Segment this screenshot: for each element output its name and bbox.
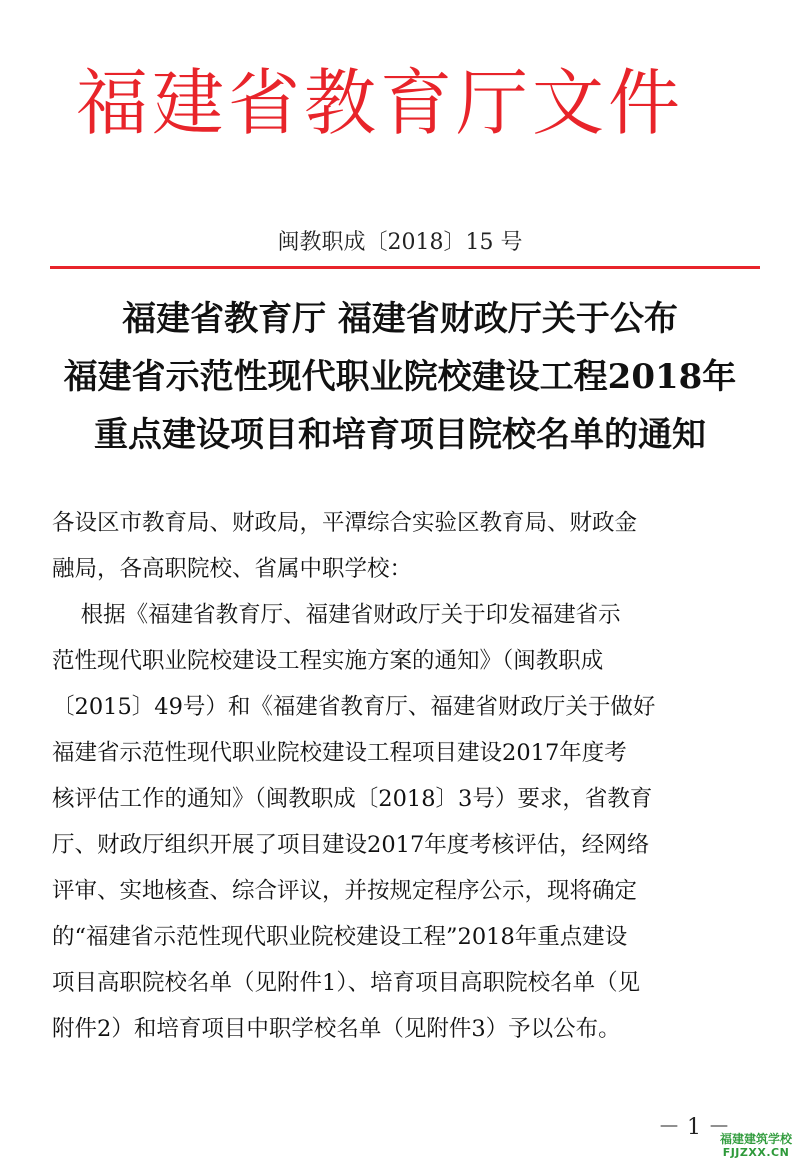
body-line: 项目高职院校名单（见附件1）、培育项目高职院校名单（见 bbox=[52, 970, 641, 996]
red-divider-line bbox=[50, 266, 760, 269]
body-line: 福建省示范性现代职业院校建设工程项目建设2017年度考 bbox=[52, 740, 627, 766]
body-line: 评审、实地核查、综合评议，并按规定程序公示，现将确定 bbox=[52, 878, 638, 904]
body-line: 各设区市教育局、财政局，平潭综合实验区教育局、财政金 bbox=[52, 510, 638, 536]
notice-title-line: 福建省教育厅 福建省财政厅关于公布 bbox=[122, 299, 678, 339]
site-watermark bbox=[720, 1132, 792, 1160]
watermark-cn-text: 福建建筑学校 bbox=[719, 1132, 792, 1146]
body-line: 〔2015〕49号）和《福建省教育厅、福建省财政厅关于做好 bbox=[52, 694, 656, 720]
notice-body bbox=[52, 500, 752, 1052]
body-line: 的“福建省示范性现代职业院校建设工程”2018年重点建设 bbox=[52, 924, 628, 950]
body-line: 融局，各高职院校、省属中职学校： bbox=[52, 556, 413, 582]
notice-title-line: 重点建设项目和培育项目院校名单的通知 bbox=[94, 415, 706, 455]
watermark-en-text: FJJZXX.CN bbox=[722, 1146, 790, 1159]
body-line: 根据《福建省教育厅、福建省财政厅关于印发福建省示 bbox=[52, 602, 621, 628]
notice-title-line: 福建省示范性现代职业院校建设工程2018年 bbox=[63, 357, 737, 397]
body-line: 核评估工作的通知》（闽教职成〔2018〕3号）要求，省教育 bbox=[52, 786, 653, 812]
body-line: 厅、财政厅组织开展了项目建设2017年度考核评估，经网络 bbox=[52, 832, 650, 858]
notice-title bbox=[40, 290, 760, 464]
body-line: 范性现代职业院校建设工程实施方案的通知》（闽教职成 bbox=[52, 648, 604, 674]
document-number: 闽教职成〔2018〕15 号 bbox=[277, 230, 523, 255]
document-header-title: 福建省教育厅文件 bbox=[76, 61, 685, 145]
page-number: － 1 － bbox=[658, 1115, 730, 1140]
body-line: 附件2）和培育项目中职学校名单（见附件3）予以公布。 bbox=[52, 1016, 621, 1042]
